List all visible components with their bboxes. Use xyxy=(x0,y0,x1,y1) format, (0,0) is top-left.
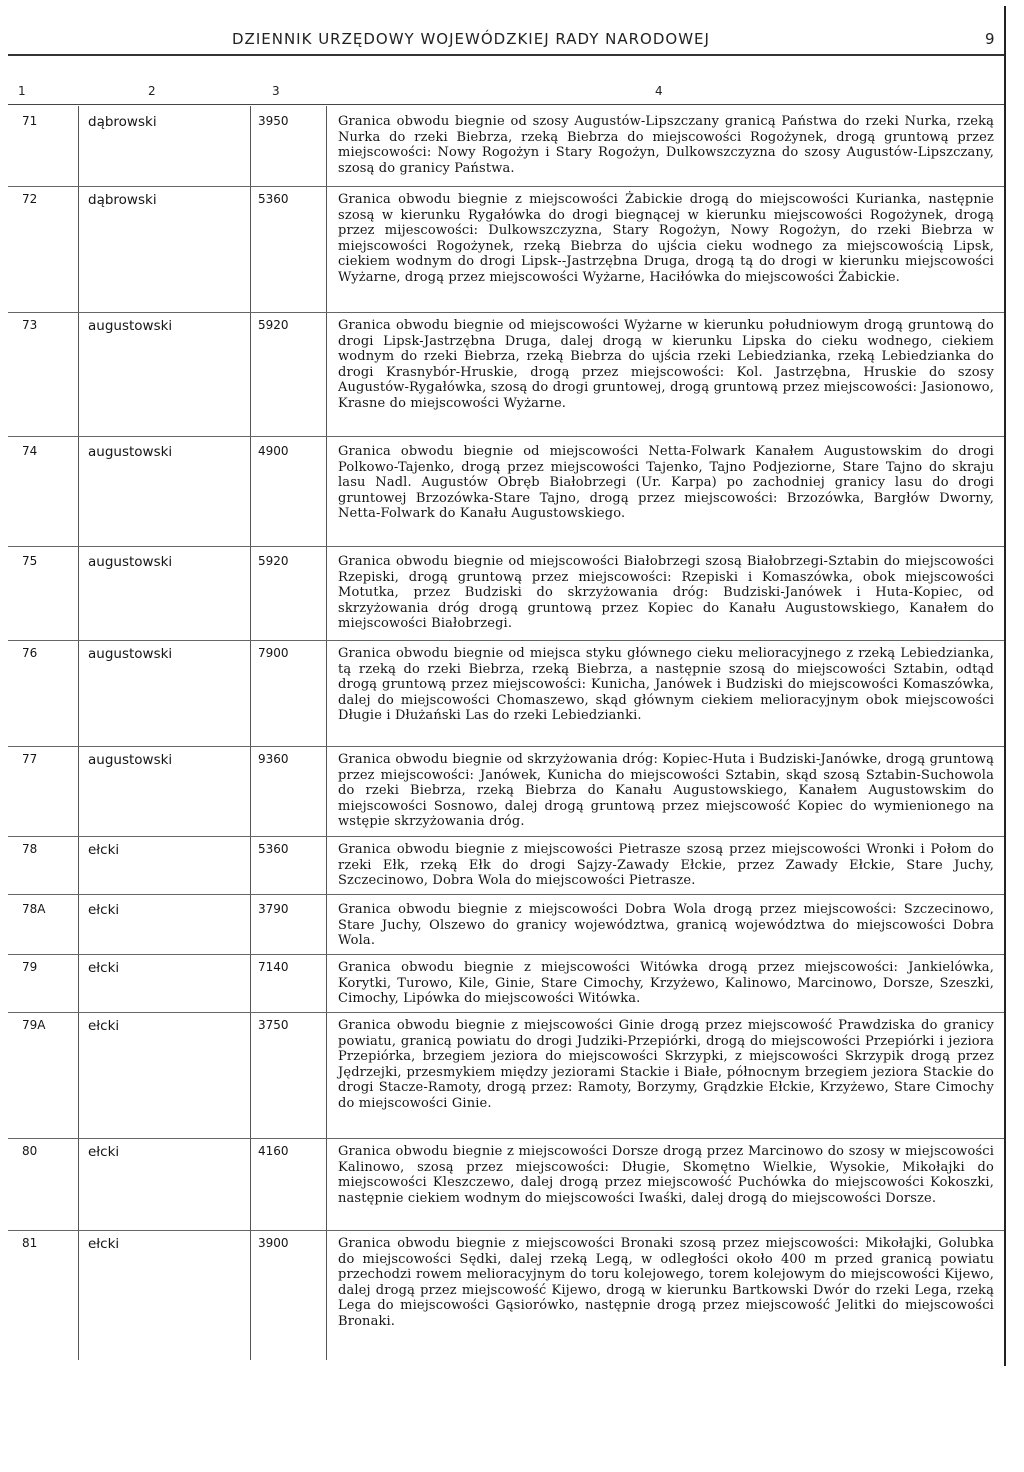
area-value: 3750 xyxy=(258,1018,289,1032)
boundary-description: Granica obwodu biegnie z miejscowości Ginie drogą przez miejscowość Prawdziska do granicy powiatu, granicą powiatu do drogi Judziki-Przepiórki, drogą do miejscowości Przepiórki i jeziora Przepiórka, brzegiem jeziora do miejscowości Skrzypki, z miejscowości Skrzypik drogą przez Jędrzejki, przesmykiem między jeziorami Stackie i Białe, północnym brzegiem jeziora Stackie do drogi Stacze-Ramoty, drogą przez: Ramoty, Borzymy, Grądzkie Ełckie, Krzyżewo, Stare Cimochy do miejscowości Ginie. xyxy=(338,1018,994,1111)
row-divider xyxy=(8,836,1004,837)
district-name: ełcki xyxy=(88,1018,120,1034)
row-divider xyxy=(8,894,1004,895)
row-number: 78A xyxy=(22,902,46,916)
row-number: 80 xyxy=(22,1144,38,1158)
column-header-area: 3 xyxy=(272,84,280,98)
boundary-description: Granica obwodu biegnie od miejscowości Wyżarne w kierunku południowym drogą gruntową do drogi Lipsk-Jastrzębna Druga, dalej drogą w kierunku Lipska do cieku wodnego, ciekiem wodnym do rzeki Biebrza, rzeką Biebrza do ujścia rzeki Lebiedzianka, rzeką Lebiedzianka do drogi Krasnybór-Hruskie, drogą przez miejscowości: Kol. Jastrzębna, Hruskie do szosy Augustów-Rygałówka, szosą do drogi gruntowej, drogą gruntową przez miejscowości: Jasionowo, Krasne do miejscowości Wyżarne. xyxy=(338,318,994,411)
area-value: 9360 xyxy=(258,752,289,766)
column-divider xyxy=(326,106,327,1360)
area-value: 4900 xyxy=(258,444,289,458)
district-name: ełcki xyxy=(88,1144,120,1160)
district-name: ełcki xyxy=(88,902,120,918)
column-header-rule xyxy=(8,104,1004,105)
column-divider xyxy=(78,106,79,1360)
column-header-number: 1 xyxy=(18,84,26,98)
column-headers xyxy=(0,84,1004,106)
row-number: 76 xyxy=(22,646,38,660)
district-name: dąbrowski xyxy=(88,192,157,208)
district-name: augustowski xyxy=(88,318,173,334)
row-divider xyxy=(8,1138,1004,1139)
row-number: 79 xyxy=(22,960,38,974)
row-divider xyxy=(8,1012,1004,1013)
row-divider xyxy=(8,640,1004,641)
area-value: 5360 xyxy=(258,192,289,206)
district-name: augustowski xyxy=(88,444,173,460)
area-value: 5920 xyxy=(258,554,289,568)
row-divider xyxy=(8,312,1004,313)
district-name: augustowski xyxy=(88,554,173,570)
boundary-description: Granica obwodu biegnie od skrzyżowania dróg: Kopiec-Huta i Budziski-Janówke, drogą gruntową przez miejscowości: Janówek, Kunicha do miejscowości Sztabin, skąd szosą Sztabin-Suchowola do rzeki Biebrza, rzeką Biebrza do Kanału Augustowskiego, Kanałem Augustowskim do miejscowości Sosnowo, dalej drogą gruntową przez miejscowość Kopiec do wymienionego na wstępie skrzyżowania dróg. xyxy=(338,752,994,830)
row-number: 79A xyxy=(22,1018,46,1032)
row-number: 81 xyxy=(22,1236,38,1250)
row-divider xyxy=(8,186,1004,187)
page-header xyxy=(0,26,1024,56)
area-value: 4160 xyxy=(258,1144,289,1158)
boundary-description: Granica obwodu biegnie z miejscowości Dobra Wola drogą przez miejscowości: Szczecinowo, Stare Juchy, Olszewo do granicy województwa, granicą województwa do miejscowości Dobra Wola. xyxy=(338,902,994,949)
column-divider xyxy=(250,106,251,1360)
boundary-description: Granica obwodu biegnie od miejscowości Białobrzegi szosą Białobrzegi-Sztabin do miejscowości Rzepiski, drogą gruntową przez miejscowości: Rzepiski i Komaszówka, obok miejscowości Motutka, przez Budziski do skrzyżowania dróg: Budziski-Janówek i Huta-Kopiec, od skrzyżowania dróg drogą gruntową przez Kopiec do Kanału Augustowskiego, Kanałem do miejscowości Białobrzegi. xyxy=(338,554,994,632)
boundary-description: Granica obwodu biegnie z miejscowości Dorsze drogą przez Marcinowo do szosy w miejscowości Kalinowo, szosą przez miejscowości: Długie, Skomętno Wielkie, Wysokie, Mikołajki do miejscowości Kleszczewo, dalej drogą przez miejscowość Puchówka do miejscowości Kokoszki, następnie ciekiem wodnym do miejscowości Iwaśki, dalej drogą do miejscowości Dorsze. xyxy=(338,1144,994,1206)
area-value: 7140 xyxy=(258,960,289,974)
row-number: 74 xyxy=(22,444,38,458)
area-value: 3900 xyxy=(258,1236,289,1250)
district-name: augustowski xyxy=(88,646,173,662)
row-divider xyxy=(8,436,1004,437)
boundary-description: Granica obwodu biegnie od miejscowości Netta-Folwark Kanałem Augustowskim do drogi Polkowo-Tajenko, drogą przez miejscowości Tajenko, Tajno Podjeziorne, Stare Tajno do skraju lasu Nadl. Augustów Obręb Białobrzegi (Ur. Karpa) po zachodniej granicy lasu do drogi gruntowej Brzozówka-Stare Tajno, drogą przez miejscowości: Brzozówka, Bargłów Dworny, Netta-Folwark do Kanału Augustowskiego. xyxy=(338,444,994,522)
district-name: augustowski xyxy=(88,752,173,768)
right-border xyxy=(1004,6,1006,1366)
district-name: ełcki xyxy=(88,1236,120,1252)
area-value: 3950 xyxy=(258,114,289,128)
boundary-description: Granica obwodu biegnie z miejscowości Witówka drogą przez miejscowości: Jankielówka, Korytki, Turowo, Kile, Ginie, Stare Cimochy, Krzyżewo, Kalinowo, Marcinowo, Dorsze, Szeszki, Cimochy, Lipówka do miejscowości Witówka. xyxy=(338,960,994,1007)
row-divider xyxy=(8,954,1004,955)
row-number: 77 xyxy=(22,752,38,766)
area-value: 3790 xyxy=(258,902,289,916)
row-divider xyxy=(8,1230,1004,1231)
journal-title: DZIENNIK URZĘDOWY WOJEWÓDZKIEJ RADY NARODOWEJ xyxy=(232,30,710,48)
row-number: 71 xyxy=(22,114,38,128)
boundary-description: Granica obwodu biegnie z miejscowości Pietrasze szosą przez miejscowości Wronki i Połom do rzeki Ełk, rzeką Ełk do drogi Sajzy-Zawady Ełckie, przez Zawady Ełckie, Stare Juchy, Szczecinowo, Dobra Wola do miejscowości Pietrasze. xyxy=(338,842,994,889)
boundary-description: Granica obwodu biegnie od miejsca styku głównego cieku melioracyjnego z rzeką Lebiedzianka, tą rzeką do rzeki Biebrza, rzeką Biebrza, a następnie szosą do miejscowości Sztabin, odtąd drogą gruntową przez miejscowości: Kunicha, Janówek i Budziski do miejscowości Komaszówka, dalej do miejscowości Chomaszewo, skąd głównym ciekiem melioracyjnym obok miejscowości Długie i Dłużański Las do rzeki Lebiedzianki. xyxy=(338,646,994,724)
boundary-description: Granica obwodu biegnie z miejscowości Bronaki szosą przez miejscowości: Mikołajki, Golubka do miejscowości Sędki, dalej rzeką Legą, w odległości około 400 m przed granicą powiatu przechodzi rowem melioracyjnym do toru kolejowego, torem kolejowym do miejscowości Kijewo, dalej drogą przez miejscowość Kijewo, drogą w kierunku Bartkowski Dwór do rzeki Lega, rzeką Lega do miejscowości Gąsiorówko, następnie drogą przez miejscowość Jelitki do miejscowości Bronaki. xyxy=(338,1236,994,1329)
page-number: 9 xyxy=(985,30,995,48)
area-value: 7900 xyxy=(258,646,289,660)
row-number: 78 xyxy=(22,842,38,856)
area-value: 5360 xyxy=(258,842,289,856)
header-rule xyxy=(8,54,1006,56)
row-number: 72 xyxy=(22,192,38,206)
boundary-description: Granica obwodu biegnie z miejscowości Żabickie drogą do miejscowości Kurianka, następnie szosą w kierunku Rygałówka do drogi biegnącej w kierunku miejscowości Rogożynek, drogą przez mijescowości: Dulkowszczyzna, Stary Rogożyn, Nowy Rogożyn, do rzeki Biebrza w miejscowości Rogożynek, rzeką Biebrza do ujścia cieku wodnego za miejscowością Lipsk, ciekiem wodnym do drogi Lipsk--Jastrzębna Druga, drogą tą do drogi w kierunku miejscowości Wyżarne, drogą przez miejscowości Wyżarne, Haciłówka do miejscowości Żabickie. xyxy=(338,192,994,285)
row-number: 73 xyxy=(22,318,38,332)
district-name: dąbrowski xyxy=(88,114,157,130)
row-divider xyxy=(8,546,1004,547)
row-divider xyxy=(8,746,1004,747)
column-header-description: 4 xyxy=(655,84,663,98)
boundary-description: Granica obwodu biegnie od szosy Augustów-Lipszczany granicą Państwa do rzeki Nurka, rzeką Nurka do rzeki Biebrza, rzeką Biebrza do miejscowości Rogożynek, drogą gruntową przez miejscowości: Nowy Rogożyn i Stary Rogożyn, Dulkowszczyzna do szosy Augustów-Lipszczany, szosą do granicy Państwa. xyxy=(338,114,994,176)
column-header-district: 2 xyxy=(148,84,156,98)
area-value: 5920 xyxy=(258,318,289,332)
district-name: ełcki xyxy=(88,842,120,858)
row-number: 75 xyxy=(22,554,38,568)
district-name: ełcki xyxy=(88,960,120,976)
